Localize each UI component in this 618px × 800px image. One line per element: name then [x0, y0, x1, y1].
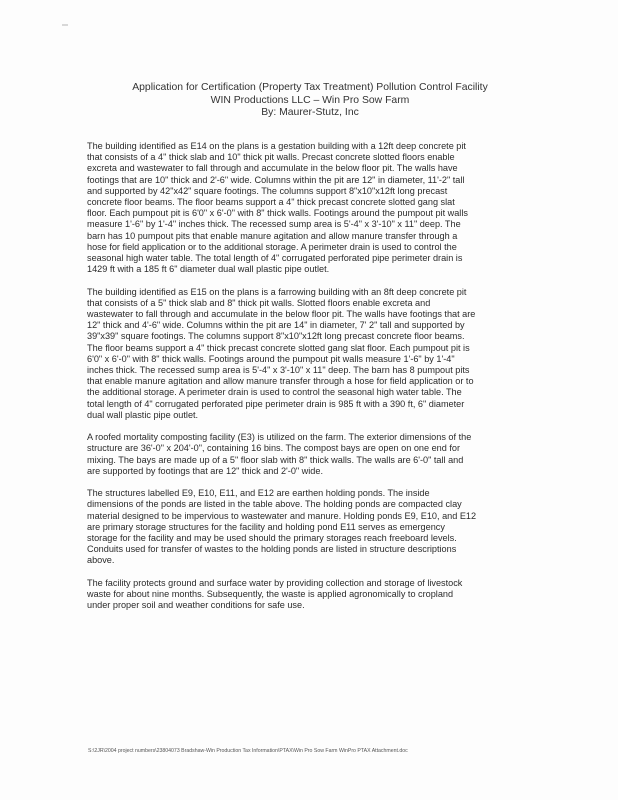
document-body — [87, 141, 547, 623]
paragraph-line: excreta and wastewater to fall through and accumulate in the below floor pit. The walls have — [87, 163, 458, 174]
paragraph-line: mixing. The bays are made up of a 5" floor slab with 8" thick walls. The walls are 6'-0" tall and — [87, 454, 464, 465]
paragraph-line: concrete floor beams. The floor beams support a 4" thick precast concrete slotted gang slat — [87, 197, 455, 208]
paragraph-line: that consists of a 4" thick slab and 10" thick pit walls. Precast concrete slotted floors enable — [87, 152, 455, 163]
paragraph-line: footings that are 10" thick and 2'-6" wide. Columns within the pit are 12" in diameter, 11'-2" tall — [87, 174, 465, 185]
paragraph-line: structure are 36'-0" x 204'-0", containing 16 bins. The compost bays are open on one end for — [87, 443, 460, 454]
paragraph-line: total length of 4" corrugated perforated pipe perimeter drain is 985 ft with a 390 ft, 6" diameter — [87, 398, 465, 409]
paragraph-line: material designed to be impervious to wastewater and manure. Holding ponds E9, E10, and E12 — [87, 510, 477, 521]
paragraph-line: floor. Each pumpout pit is 6'0" x 6'-0" with 8" thick walls. Footings around the pumpout pit walls — [87, 208, 468, 219]
paragraph-line: that consists of a 5" thick slab and 8" thick pit walls. Slotted floors enable excreta and — [87, 297, 431, 308]
paragraph-line: the additional storage. A perimeter drain is used to control the seasonal high water table. The — [87, 387, 462, 398]
paragraph-line: under proper soil and weather conditions for safe use. — [87, 600, 305, 611]
body-paragraph — [87, 578, 547, 612]
paragraph-line: A roofed mortality composting facility (E3) is utilized on the farm. The exterior dimensions of the — [87, 432, 472, 443]
body-paragraph — [87, 287, 547, 421]
paragraph-line: are supported by footings that are 12" thick and 2'-0" wide. — [87, 465, 323, 476]
paragraph-line: waste for about nine months. Subsequently, the waste is applied agronomically to cropland — [87, 589, 454, 600]
body-paragraph — [87, 141, 547, 275]
scan-artifact — [62, 24, 68, 26]
paragraph-line: hose for field application or to the additional storage. A perimeter drain is used to control the — [87, 241, 457, 252]
paragraph-line: dimensions of the ponds are listed in the table above. The holding ponds are compacted clay — [87, 499, 462, 510]
paragraph-line: are primary storage structures for the facility and holding pond E11 serves as emergency — [87, 521, 445, 532]
paragraph-line: The facility protects ground and surface water by providing collection and storage of livestock — [87, 577, 463, 588]
body-paragraph — [87, 432, 547, 477]
paragraph-line: barn has 10 pumpout pits that enable manure agitation and allow manure transfer through a — [87, 230, 458, 241]
paragraph-line: 1429 ft with a 185 ft 6" diameter dual wall plastic pipe outlet. — [87, 264, 330, 275]
paragraph-line: The floor beams support a 4" thick precast concrete slotted gang slat floor. Each pumpout pit is — [87, 342, 470, 353]
document-author: By: Maurer-Stutz, Inc — [261, 107, 359, 118]
paragraph-line: The building identified as E14 on the plans is a gestation building with a 12ft deep concrete pit — [87, 141, 466, 151]
paragraph-line: 39"x39" square footings. The columns support 8"x10"x12ft long precast concrete floor beams. — [87, 331, 465, 342]
paragraph-line: above. — [87, 555, 115, 566]
file-path-footer: S:\2JR\2004 project numbers\23804073 Bradshaw-Win Production Tax Information\PTAX\Win Pro Sow Farm WinPro PTAX Attachment.doc — [88, 748, 408, 754]
paragraph-line: 12" thick and 4'-6" wide. Columns within the pit are 14" in diameter, 7' 2" tall and supported by — [87, 320, 465, 331]
document-subtitle: WIN Productions LLC – Win Pro Sow Farm — [210, 94, 410, 106]
paragraph-line: Conduits used for transfer of wastes to the holding ponds are listed in structure descriptions — [87, 544, 457, 555]
document-title: Application for Certification (Property Tax Treatment) Pollution Control Facility — [132, 82, 488, 93]
paragraph-line: and supported by 42"x42" square footings. The columns support 8"x10"x12ft long precast — [87, 185, 448, 196]
paragraph-line: seasonal high water table. The total length of 4" corrugated perforated pipe perimeter drain is — [87, 253, 463, 264]
body-paragraph — [87, 488, 547, 566]
paragraph-line: The structures labelled E9, E10, E11, and E12 are earthen holding ponds. The inside — [87, 488, 430, 499]
paragraph-line: 6'0" x 6'-0" with 8" thick walls. Footings around the pumpout pit walls measure 1'-6" by 1'-4" — [87, 353, 455, 364]
paragraph-line: The building identified as E15 on the plans is a farrowing building with an 8ft deep concrete pit — [87, 286, 467, 297]
paragraph-line: measure 1'-6" by 1'-4" inches thick. The recessed sump area is 5'-4" x 3'-10" x 11" deep. The — [87, 219, 461, 230]
paragraph-line: wastewater to fall through and accumulate in the below floor pit. The walls have footings that are — [87, 309, 476, 320]
paragraph-line: storage for the facility and may be used should the primary storages reach freeboard levels. — [87, 533, 457, 544]
paragraph-line: that enable manure agitation and allow manure transfer through a hose for field application or to — [87, 376, 474, 387]
paragraph-line: inches thick. The recessed sump area is 5'-4" x 3'-10" x 11" deep. The barn has 8 pumpout pits — [87, 365, 470, 376]
paragraph-line: dual wall plastic pipe outlet. — [87, 409, 199, 420]
document-header — [60, 82, 560, 120]
